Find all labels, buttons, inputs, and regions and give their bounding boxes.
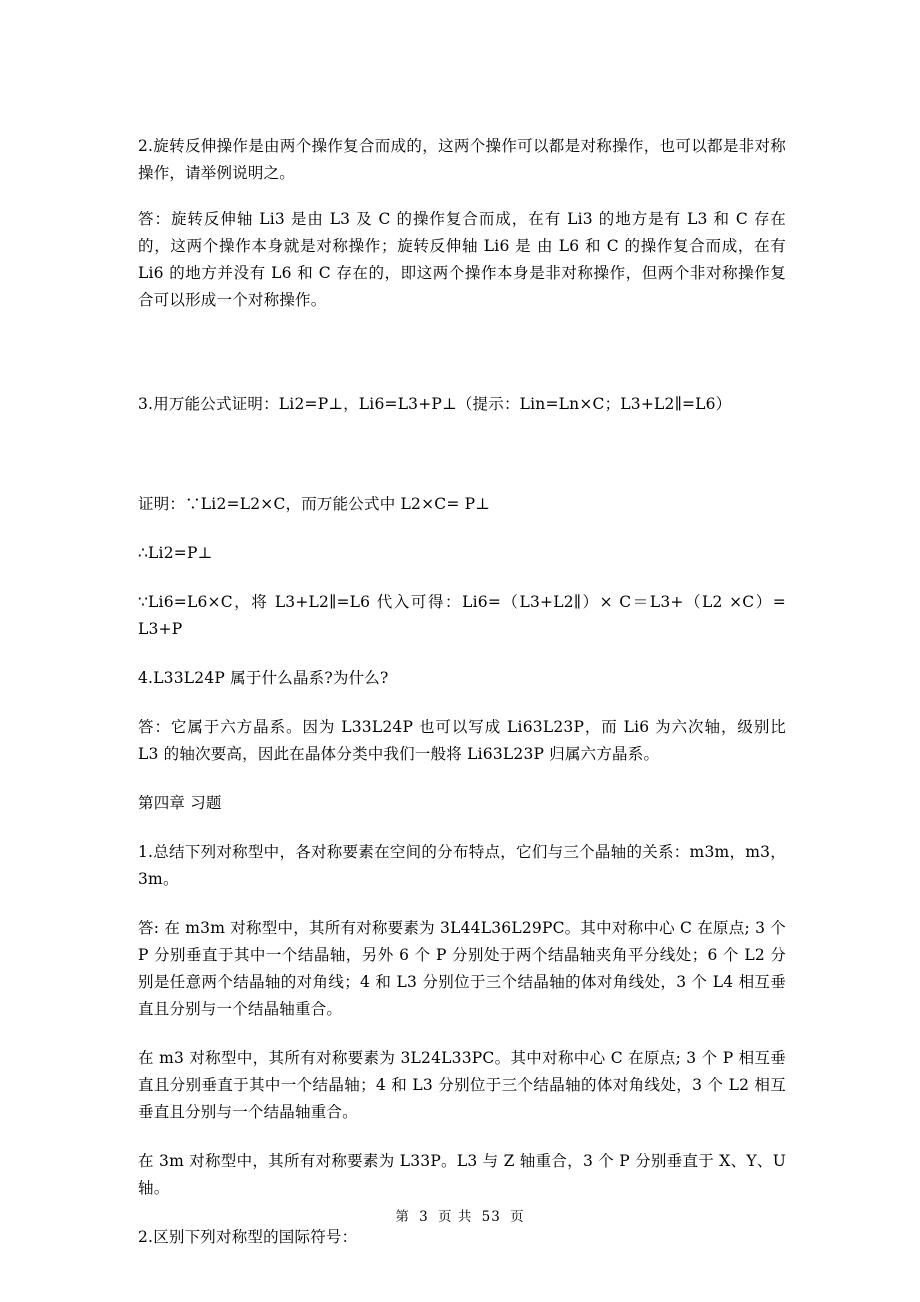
footer-prefix: 第 xyxy=(395,1209,410,1225)
chapter-heading: 第四章 习题 xyxy=(138,794,222,812)
answer-4: 答：它属于六方晶系。因为 L33L24P 也可以写成 Li63L23P，而 Li6 为六次轴，级别比 L3 的轴次要高，因此在晶体分类中我们一般将 Li63L23P 归属六方晶系。 xyxy=(138,718,786,763)
footer-suffix: 页 xyxy=(510,1209,525,1225)
chapter4-question-1: 1.总结下列对称型中，各对称要素在空间的分布特点，它们与三个晶轴的关系：m3m，m3，3m。 xyxy=(138,843,786,888)
answer-m3: 在 m3 对称型中，其所有对称要素为 3L24L33PC。其中对称中心 C 在原点; 3 个 P 相互垂直且分别垂直于其中一个结晶轴；4 和 L3 分别位于三个结晶轴的体对角线处，3 个 L2 相互垂直且分别与一个结晶轴重合。 xyxy=(138,1049,786,1121)
question-4: 4.L33L24P 属于什么晶系?为什么? xyxy=(138,669,389,687)
page-footer xyxy=(0,1207,920,1227)
proof-line-1: 证明：∵Li2=L2×C，而万能公式中 L2×C= P⊥ xyxy=(138,495,491,513)
footer-middle: 页 共 xyxy=(438,1209,473,1225)
answer-m3m: 答: 在 m3m 对称型中，其所有对称要素为 3L44L36L29PC。其中对称中心 C 在原点; 3 个 P 分别垂直于其中一个结晶轴，另外 6 个 P 分别处于两个结晶轴夹角平分线处；6 个 L2 分别是任意两个结晶轴的对角线；4 和 L3 分别位于三个结晶轴的体对角线处，3 个 L4 相互垂直且分别与一个结晶轴重合。 xyxy=(138,919,786,1018)
chapter4-question-2: 2.区别下列对称型的国际符号： xyxy=(138,1228,358,1246)
question-3: 3.用万能公式证明：Li2=P⊥，Li6=L3+P⊥（提示：Lin=Ln×C；L3+L2∥=L6） xyxy=(138,395,732,413)
page-body xyxy=(138,133,786,1251)
footer-total-pages: 53 xyxy=(481,1209,501,1225)
footer-current-page: 3 xyxy=(419,1209,429,1225)
answer-2: 答：旋转反伸轴 Li3 是由 L3 及 C 的操作复合而成，在有 Li3 的地方是有 L3 和 C 存在的，这两个操作本身就是对称操作；旋转反伸轴 Li6 是 由 L6 和 C 的操作复合而成，在有 Li6 的地方并没有 L6 和 C 存在的，即这两个操作本身是非对称操作，但两个非对称操作复合可以形成一个对称操作。 xyxy=(138,210,786,309)
proof-line-2: ∴Li2=P⊥ xyxy=(138,544,213,562)
answer-3m: 在 3m 对称型中，其所有对称要素为 L33P。L3 与 Z 轴重合，3 个 P 分别垂直于 X、Y、U 轴。 xyxy=(138,1152,786,1197)
question-2: 2.旋转反伸操作是由两个操作复合而成的，这两个操作可以都是对称操作，也可以都是非对称操作，请举例说明之。 xyxy=(138,137,786,182)
proof-line-3: ∵Li6=L6×C，将 L3+L2∥=L6 代入可得：Li6=（L3+L2∥）× C＝L3+（L2 ×C）= L3+P xyxy=(138,593,786,638)
